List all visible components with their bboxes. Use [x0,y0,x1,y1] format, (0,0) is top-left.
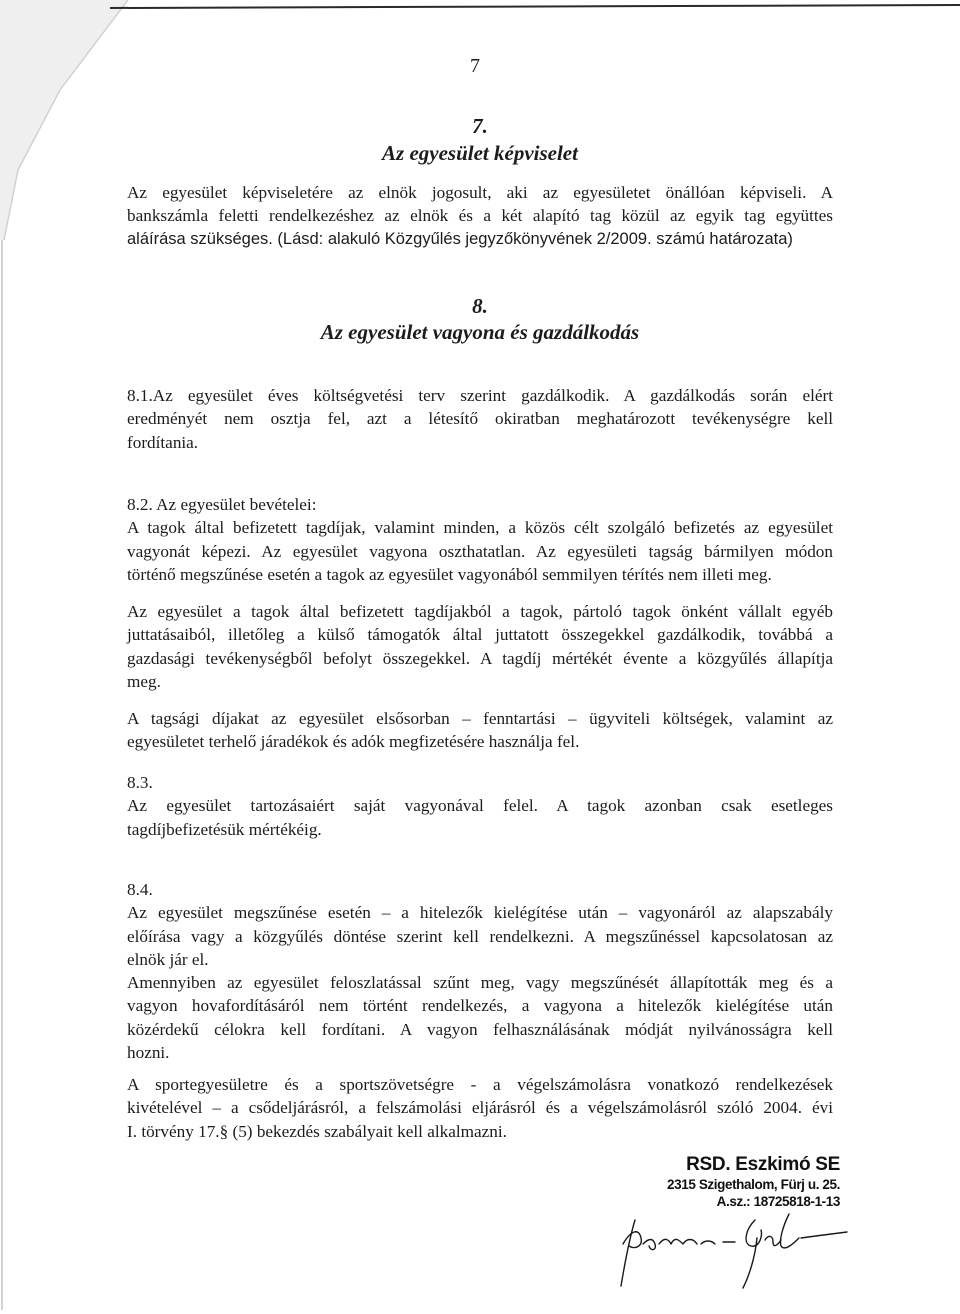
text-line: Az egyesület a tagok által befizetett tagdíjakból a tagok, pártoló tagok önként vállalt egyéb [127,602,833,621]
section-7-title: Az egyesület képviselet [382,141,578,165]
text-line: 8.2. Az egyesület bevételei: [127,495,317,514]
section-8-number: 8. [472,294,488,318]
text-line: történő megszűnése esetén a tagok az egyesület vagyonából semmilyen térítés nem illeti meg. [127,564,772,584]
stamp-name: RSD. Eszkimó SE [686,1154,840,1175]
text-line: I. törvény 17.§ (5) bekezdés szabályait kell alkalmazni. [127,1121,507,1141]
section-7-paragraph [127,181,833,251]
text-line: hozni. [127,1043,170,1063]
text-line: közérdekű célokra kell fordítani. A vagyon felhasználásának módját nyilvánosságra kell [127,1019,833,1039]
text-line: előírása vagy a közgyűlés döntése szerint kell rendelkezni. A megszűnéssel kapcsolatosan az [127,926,833,946]
text-line: kivételével – a csődeljárásról, a felszámolási eljárásról és a végelszámolásról szóló 2004. évi [127,1098,833,1118]
text-line: vagyonát képezi. Az egyesület vagyona oszthatatlan. Az egyesületi tagság bármilyen módon [127,541,833,561]
text-line: elnök jár el. [127,949,209,969]
text-line: gazdasági tevékenységből befolyt összegekkel. A tagdíj mértékét évente a közgyűlés állapítja [127,648,833,668]
text-line: juttatásaiból, illetőleg a külső támogatók által juttatott összegekkel gazdálkodik, továbbá a [127,625,833,645]
text-line: fordítania. [127,432,199,452]
text-line: bankszámla feletti rendelkezéshez az elnök és a két alapító tag közül az egyik tag együttes [127,206,833,226]
text-line: Amennyiben az egyesület feloszlatással szűnt meg, vagy megszűnését állapították meg és a [127,973,833,993]
text-line: A sportegyesületre és a sportszövetségre - a végelszámolásra vonatkozó rendelkezések [127,1075,833,1094]
scan-top-line [0,2,960,16]
text-line: 8.1.Az egyesület éves költségvetési terv szerint gazdálkodik. A gazdálkodás során elért [127,386,833,405]
paragraph-8-1 [127,384,833,454]
text-line: egyesületet terhelő járadékok és adók megfizetésére használja fel. [127,732,580,752]
text-line: 8.3. [127,773,153,792]
paragraph-8-2 [127,493,833,586]
page-number: 7 [470,55,480,77]
text-line: tagdíjbefizetésük mértékéig. [127,819,322,839]
text-line: A tagok által befizetett tagdíjak, valamint minden, a közös célt szolgáló befizetés az egyesület [127,518,833,538]
paragraph-8-3 [127,771,833,841]
stamp-tax-id: A.sz.: 18725818-1-13 [716,1194,840,1209]
section-8-title: Az egyesület vagyona és gazdálkodás [320,320,640,344]
text-line: meg. [127,671,161,691]
stamp-address: 2315 Szigethalom, Fürj u. 25. [667,1177,840,1192]
text-line: aláírása szükséges. (Lásd: alakuló Közgyűlés jegyzőkönyvének 2/2009. számú határozata) [127,229,793,248]
text-line: Az egyesület tartozásaiért saját vagyonával felel. A tagok azonban csak esetleges [127,796,833,816]
text-line: A tagsági díjakat az egyesület elsősorban – fenntartási – ügyviteli költségek, valamint az [127,709,833,728]
text-line: vagyon hovafordításáról nem történt rendelkezés, a vagyona a hitelezők kielégítése után [127,996,833,1016]
paragraph-income [127,600,833,693]
paragraph-8-4 [127,878,833,1064]
paragraph-sport [127,1073,833,1143]
text-line: 8.4. [127,880,153,899]
text-line: Az egyesület képviseletére az elnök jogosult, aki az egyesületet önállóan képviseli. A [127,183,833,202]
text-line: eredményét nem osztja fel, azt a létesítő okiratban meghatározott tevékenységre kell [127,409,833,429]
section-7-number: 7. [472,114,488,138]
handwritten-signature [605,1200,850,1290]
paragraph-fees [127,707,833,754]
text-line: Az egyesület megszűnése esetén – a hitelezők kielégítése után – vagyonáról az alapszabály [127,903,833,923]
